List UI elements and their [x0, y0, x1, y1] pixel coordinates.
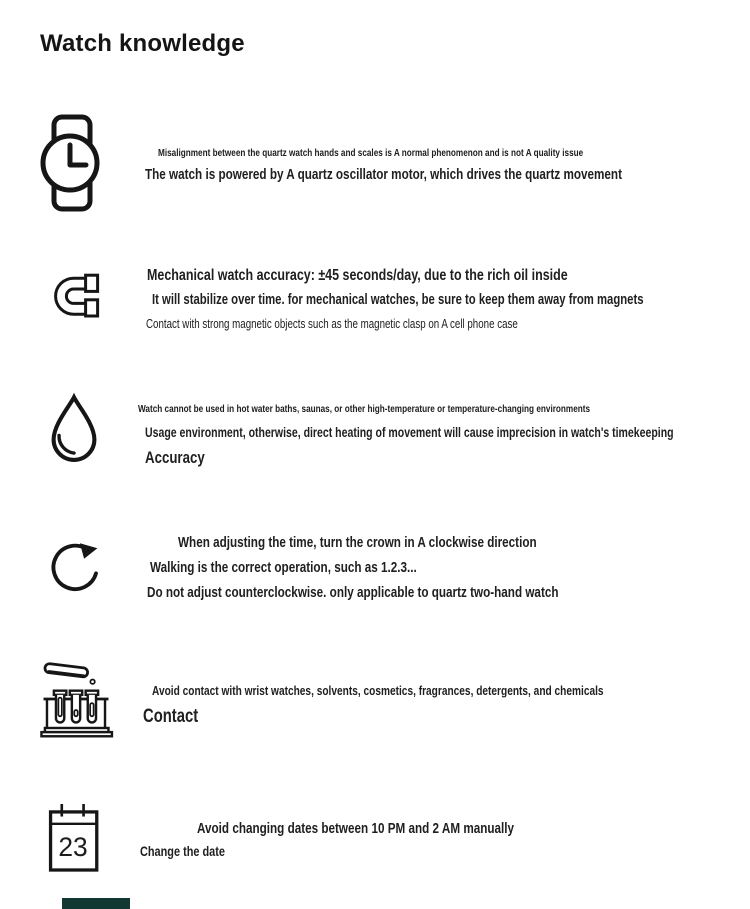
info-line: Usage environment, otherwise, direct heating of movement will cause imprecision in watch's timekeeping [145, 425, 674, 440]
info-line: Misalignment between the quartz watch hands and scales is A normal phenomenon and is not A quality issue [158, 147, 584, 159]
section-quartz-movement [0, 110, 750, 188]
info-line: Accuracy [145, 448, 205, 467]
info-line: Change the date [140, 843, 225, 859]
info-line: Do not adjust counterclockwise. only applicable to quartz two-hand watch [147, 584, 559, 601]
info-line: It will stabilize over time. for mechanical watches, be sure to keep them away from magnets [152, 292, 644, 308]
calendar-day-number: 23 [58, 832, 88, 863]
watch-icon [40, 114, 104, 212]
section-magnetism [0, 262, 750, 336]
info-line: Watch cannot be used in hot water baths, saunas, or other high-temperature or temperature-changing environments [138, 403, 591, 415]
info-line: Avoid changing dates between 10 PM and 2 AM manually [197, 820, 515, 837]
info-line: Avoid contact with wrist watches, solvents, cosmetics, fragrances, detergents, and chemicals [152, 683, 604, 698]
calendar-icon [40, 788, 106, 886]
clockwise-arrow-icon [40, 525, 110, 605]
info-line: Contact with strong magnetic objects such as the magnetic clasp on A cell phone case [146, 317, 518, 331]
info-line: Contact [143, 706, 199, 727]
page-title: Watch knowledge [40, 30, 245, 57]
magnet-icon [46, 265, 106, 325]
info-line: Mechanical watch accuracy: ±45 seconds/day, due to the rich oil inside [147, 267, 568, 284]
water-drop-icon [40, 382, 108, 480]
test-tubes-icon [38, 650, 114, 750]
info-line: The watch is powered by A quartz oscillator motor, which drives the quartz movement [145, 166, 622, 183]
info-line: When adjusting the time, turn the crown in A clockwise direction [178, 534, 537, 551]
section-chemicals [0, 643, 750, 730]
bottom-accent-bar [62, 898, 130, 909]
info-line: Walking is the correct operation, such as 1.2.3... [150, 559, 417, 576]
section-crown-adjustment [0, 518, 750, 605]
section-date-change [0, 788, 750, 862]
section-temperature [0, 378, 750, 471]
